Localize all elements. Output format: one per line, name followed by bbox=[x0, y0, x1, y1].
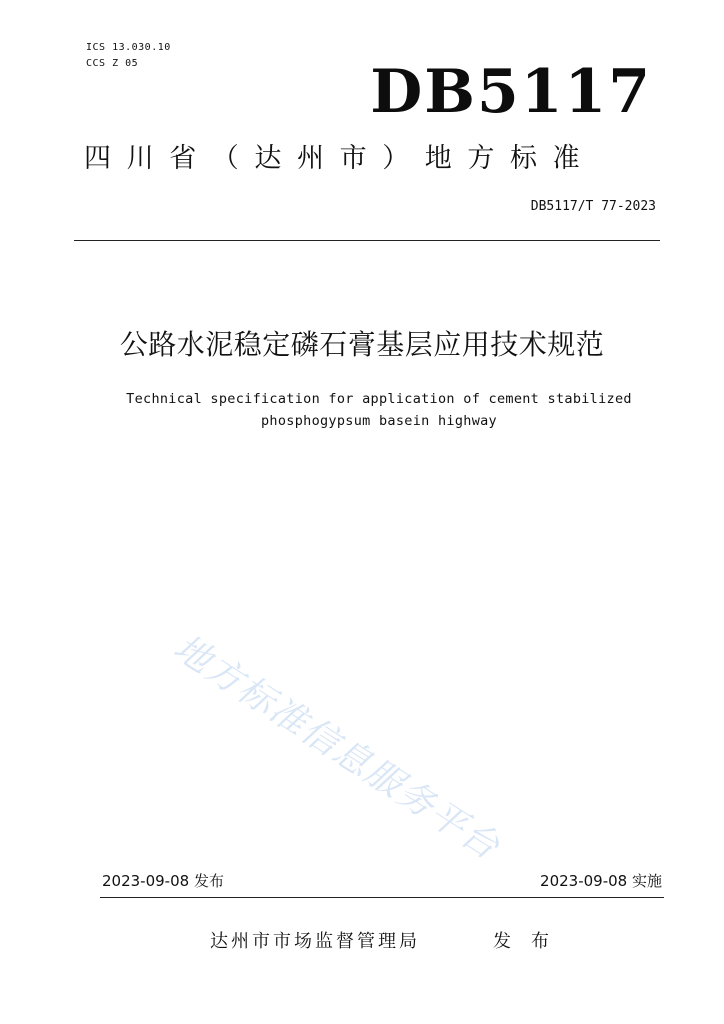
document-title-en-line1: Technical specification for application of cement stabilized bbox=[126, 391, 632, 407]
watermark: 地方标准信息服务平台 bbox=[166, 627, 508, 869]
standard-number: DB5117/T 77-2023 bbox=[530, 199, 656, 214]
standard-code-logo: DB5117 bbox=[370, 57, 652, 127]
top-divider bbox=[74, 240, 660, 241]
document-title-en-line2: phosphogypsum basein highway bbox=[261, 413, 497, 429]
document-title-cn: 公路水泥稳定磷石膏基层应用技术规范 bbox=[119, 328, 605, 361]
issue-date: 2023-09-08 发布 bbox=[102, 872, 224, 890]
implementation-date: 2023-09-08 实施 bbox=[540, 872, 662, 890]
bottom-divider bbox=[100, 897, 664, 898]
ccs-code: CCS Z 05 bbox=[86, 58, 139, 69]
ics-code: ICS 13.030.10 bbox=[86, 42, 171, 53]
publish-label: 发布 bbox=[493, 931, 569, 952]
standard-type-heading: 四川省（达州市）地方标准 bbox=[84, 143, 596, 174]
publisher: 达州市市场监督管理局 bbox=[210, 931, 420, 952]
